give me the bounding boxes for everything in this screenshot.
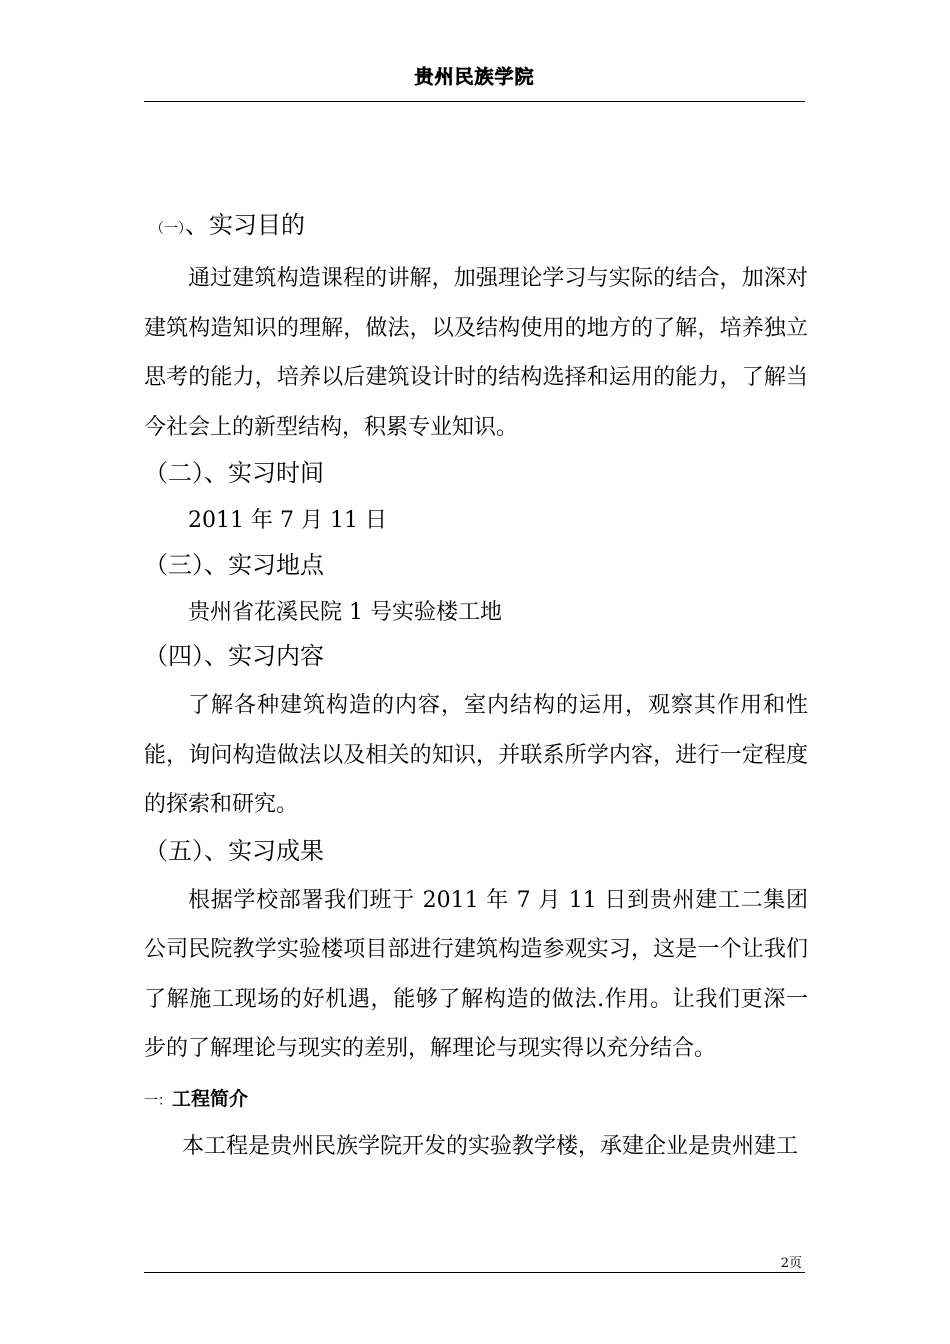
subsection-heading-overview bbox=[144, 1084, 808, 1116]
section-heading-time: （二）、实习时间 bbox=[144, 459, 324, 487]
section-heading-purpose bbox=[144, 210, 808, 244]
section-body-location: 贵州省花溪民院 1 号实验楼工地 bbox=[188, 599, 502, 625]
header-rule bbox=[144, 101, 805, 102]
section-body-time: 2011 年 7 月 11 日 bbox=[188, 508, 387, 533]
section-body-purpose: 通过建筑构造课程的讲解，加强理论学习与实际的结合，加深对建筑构造知识的理解，做法，以及结构使用的地方的了解，培养独立思考的能力，培养以后建筑设计时的结构选择和运用的能力，了解当今社会上的新型结构，积累专业知识。 bbox=[144, 266, 808, 440]
document-body bbox=[144, 210, 808, 1171]
section-body-results: 根据学校部署我们班于 2011 年 7 月 11 日到贵州建工二集团公司民院教学实验楼项目部进行建筑构造参观实习，这是一个让我们了解施工现场的好机遇，能够了解构造的做法.作用。让我们更深一步的了解理论与现实的差别，解理论与现实得以充分结合。 bbox=[144, 887, 808, 1061]
section-body-content: 了解各种建筑构造的内容，室内结构的运用，观察其作用和性能，询问构造做法以及相关的知识，并联系所学内容，进行一定程度的探索和研究。 bbox=[144, 693, 808, 817]
section-heading-prefix: （一） bbox=[150, 221, 185, 237]
section-heading-text: 、实习目的 bbox=[185, 211, 305, 239]
page-header-title: 贵州民族学院 bbox=[414, 66, 535, 88]
section-heading-results: （五）、实习成果 bbox=[144, 836, 324, 865]
subsection-heading-text: 工程简介 bbox=[172, 1087, 249, 1110]
footer-rule bbox=[144, 1272, 805, 1273]
subsection-body-overview: 本工程是贵州民族学院开发的实验教学楼，承建企业是贵州建工 bbox=[182, 1133, 799, 1159]
subsection-heading-prefix: 一： bbox=[144, 1092, 172, 1109]
section-heading-content: （四）、实习内容 bbox=[144, 642, 324, 670]
page-number: 2页 bbox=[780, 1256, 802, 1271]
section-heading-location: （三）、实习地点 bbox=[144, 550, 324, 579]
